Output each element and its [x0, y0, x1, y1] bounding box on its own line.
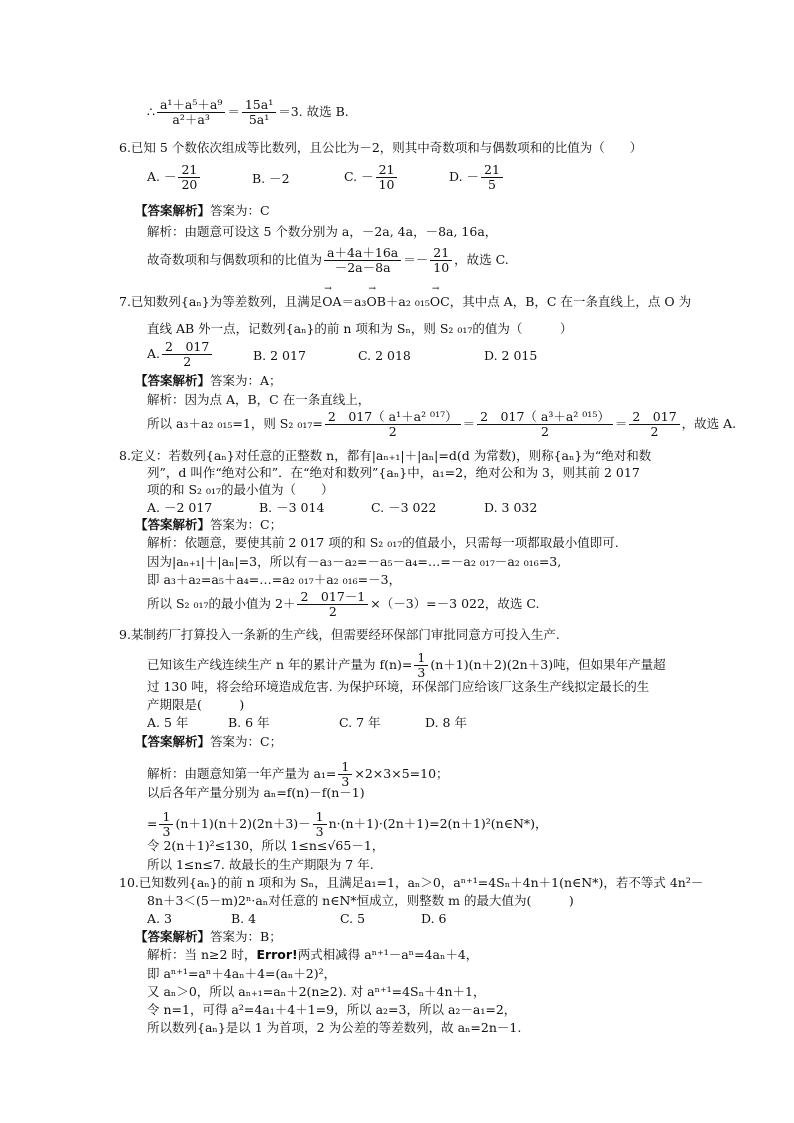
option-b: B. 4 — [231, 911, 257, 926]
fraction: $\frac{\text{15a¹}}{\text{5a¹}}$ — [242, 98, 276, 127]
q6-solution-1: 解析：由题意可设这 5 个数分别为 a，－2a, 4a，－8a, 16a， — [147, 224, 498, 239]
option-b: B. 2 017 — [253, 348, 306, 363]
top-conclusion: ∴ $\frac{\text{a¹＋a⁵＋a⁹}}{\text{a²＋a³}}$ ＝ $\frac{\text{15a¹}}{\text{5a¹}}$ ＝3. 故选 B. — [147, 97, 349, 127]
q10-solution-2: 即 aⁿ⁺¹=aⁿ＋4aₙ＋4=(aₙ＋2)²， — [147, 966, 337, 981]
vector-oc: → OC — [430, 294, 450, 310]
q10-solution-1: 解析：当 n≥2 时，Error!两式相减得 aⁿ⁺¹－aⁿ=4aₙ＋4， — [147, 947, 479, 962]
q9-solution-5: 所以 1≤n≤7. 故最长的生产期限为 7 年. — [147, 857, 374, 872]
q7-solution-2: 所以 a₃＋a₂ ₀₁₅=1，则 S₂ ₀₁₇= $\frac{\text{2 017（ a¹＋a² ⁰¹⁷）}}{2}$ ＝ $\frac{\text{2 017（ a³＋a² ⁰¹⁵）}}{2}$ ＝ $\frac{2 017}{2}$ ，故选 A. — [147, 409, 737, 439]
q7-stem-1: 7.已知数列{aₙ}为等差数列，且满足→ OA＝a₃→ OB＋a₂ ₀₁₅→ OC，其中点 A，B，C 在一条直线上，点 O 为 — [119, 294, 691, 310]
vector-ob: → OB — [366, 294, 385, 310]
q8-solution-2: 因为|aₙ₊₁|＋|aₙ|=3，所以有－a₃－a₂=－a₅－a₄=…=－a₂ ₀₁₇－a₂ ₀₁₆=3, — [147, 554, 562, 569]
option-c: C. 2 018 — [358, 348, 411, 363]
q8-stem-3: 项的和 S₂ ₀₁₇的最小值为（ ） — [147, 482, 334, 497]
option-c: C. 5 — [340, 911, 366, 926]
answer-label: 【答案解析】 — [135, 203, 211, 218]
q9-answer: 【答案解析】答案为：C； — [135, 734, 283, 749]
q9-solution-4: 令 2(n＋1)²≤130，所以 1≤n≤√65－1， — [147, 838, 385, 853]
answer-label: 【答案解析】 — [135, 929, 211, 944]
option-c: C. －3 022 — [371, 500, 437, 515]
answer-label: 【答案解析】 — [135, 517, 211, 532]
option-c: C. － $\frac{21}{10}$ — [344, 163, 399, 192]
fraction: $\frac{\text{a¹＋a⁵＋a⁹}}{\text{a²＋a³}}$ — [157, 98, 225, 127]
option-a: A. － $\frac{21}{20}$ — [147, 163, 202, 192]
option-a: A. 5 年 — [147, 715, 189, 730]
q10-answer: 【答案解析】答案为：B； — [135, 929, 282, 944]
option-b: B. 6 年 — [228, 715, 270, 730]
q9-solution-1: 解析：由题意知第一年产量为 a₁= $\frac{1}{3}$ ×2×3×5=10； — [147, 759, 449, 789]
answer-label: 【答案解析】 — [135, 734, 211, 749]
q8-stem-2: 列”，d 叫作“绝对公和”．在“绝对和数列”{aₙ}中，a₁=2，绝对公和为 3，则其前 2 017 — [147, 465, 640, 480]
q9-solution-3: = $\frac{1}{3}$ (n＋1)(n＋2)(2n＋3)－ $\frac{1}{3}$ n·(n＋1)·(2n＋1)=2(n＋1)²(n∈N*)， — [147, 809, 548, 839]
option-a: A. 3 — [147, 911, 172, 926]
option-d: D. 6 — [421, 911, 447, 926]
q9-stem-4: 产期限是( ) — [147, 697, 245, 712]
q10-stem-1: 10.已知数列{aₙ}的前 n 项和为 Sₙ，且满足a₁=1，aₙ＞0，aⁿ⁺¹=4Sₙ＋4n＋1(n∈N*)，若不等式 4n²－ — [119, 875, 704, 890]
q10-solution-4: 令 n=1，可得 a²=4a₁＋4＋1=9，所以 a₂=3，所以 a₂－a₁=2， — [147, 1002, 517, 1017]
answer-label: 【答案解析】 — [135, 373, 211, 388]
option-d: D. 3 032 — [484, 500, 538, 515]
q8-solution-1: 解析：依题意，要使其前 2 017 项的和 S₂ ₀₁₇的值最小，只需每一项都取最小值即可. — [147, 535, 619, 550]
q9-stem-1: 9.某制药厂打算投入一条新的生产线，但需要经环保部门审批同意方可投入生产. — [119, 627, 560, 642]
option-d: D. 8 年 — [425, 715, 467, 730]
q9-stem-3: 过 130 吨，将会给环境造成危害. 为保护环境，环保部门应给该厂这条生产线拟定最长的生 — [147, 679, 650, 694]
q9-stem-2: 已知该生产线连续生产 n 年的累计产量为 f(n)= $\frac{1}{3}$ (n＋1)(n＋2)(2n＋3)吨，但如果年产量超 — [147, 650, 666, 680]
vector-oa: → OA — [322, 294, 341, 310]
q10-solution-5: 所以数列{aₙ}是以 1 为首项，2 为公差的等差数列，故 aₙ=2n－1. — [147, 1020, 522, 1035]
q9-solution-2: 以后各年产量分别为 aₙ=f(n)－f(n－1) — [147, 785, 365, 800]
field-error-text: Error! — [256, 947, 298, 962]
q8-solution-4: 所以 S₂ ₀₁₇的最小值为 2＋ $\frac{2 017-1}{2}$ ×（－3）=－3 022，故选 C. — [147, 589, 540, 619]
q8-solution-3: 即 a₃＋a₂=a₅＋a₄=…=a₂ ₀₁₇＋a₂ ₀₁₆=－3， — [147, 572, 402, 587]
therefore-symbol: ∴ — [147, 104, 155, 119]
option-c: C. 7 年 — [339, 715, 381, 730]
q6-solution-2: 故奇数项和与偶数项和的比值为 $\frac{a+4a+16a}{-2a-8a}$ ＝－ $\frac{21}{10}$ ，故选 C. — [147, 245, 509, 275]
option-b: B. －2 — [252, 171, 290, 186]
option-b: B. －3 014 — [259, 500, 325, 515]
option-a: A. －2 017 — [147, 500, 213, 515]
q10-stem-2: 8n＋3＜(5－m)2ⁿ·aₙ对任意的 n∈N*恒成立，则整数 m 的最大值为( ) — [147, 893, 574, 908]
q7-solution-1: 解析：因为点 A，B，C 在一条直线上， — [147, 392, 371, 407]
q10-solution-3: 又 aₙ＞0，所以 aₙ₊₁=aₙ＋2(n≥2). 对 aⁿ⁺¹=4Sₙ＋4n＋1， — [147, 984, 486, 999]
q7-stem-2: 直线 AB 外一点，记数列{aₙ}的前 n 项和为 Sₙ，则 S₂ ₀₁₇的值为（ ） — [147, 321, 573, 336]
option-d: D. 2 015 — [484, 348, 538, 363]
option-a: A. $\frac{2 017}{2}$ — [147, 340, 214, 369]
q7-answer: 【答案解析】答案为：A； — [135, 373, 282, 388]
option-d: D. － $\frac{21}{5}$ — [449, 163, 505, 192]
q6-stem: 6.已知 5 个数依次组成等比数列，且公比为－2，则其中奇数项和与偶数项和的比值为（ ） — [119, 140, 643, 155]
q6-answer: 【答案解析】答案为：C — [135, 203, 270, 218]
q8-stem-1: 8.定义：若数列{aₙ}对任意的正整数 n，都有|aₙ₊₁|＋|aₙ|=d(d 为常数)，则称{aₙ}为“绝对和数 — [119, 448, 652, 463]
q8-answer: 【答案解析】答案为：C； — [135, 517, 283, 532]
